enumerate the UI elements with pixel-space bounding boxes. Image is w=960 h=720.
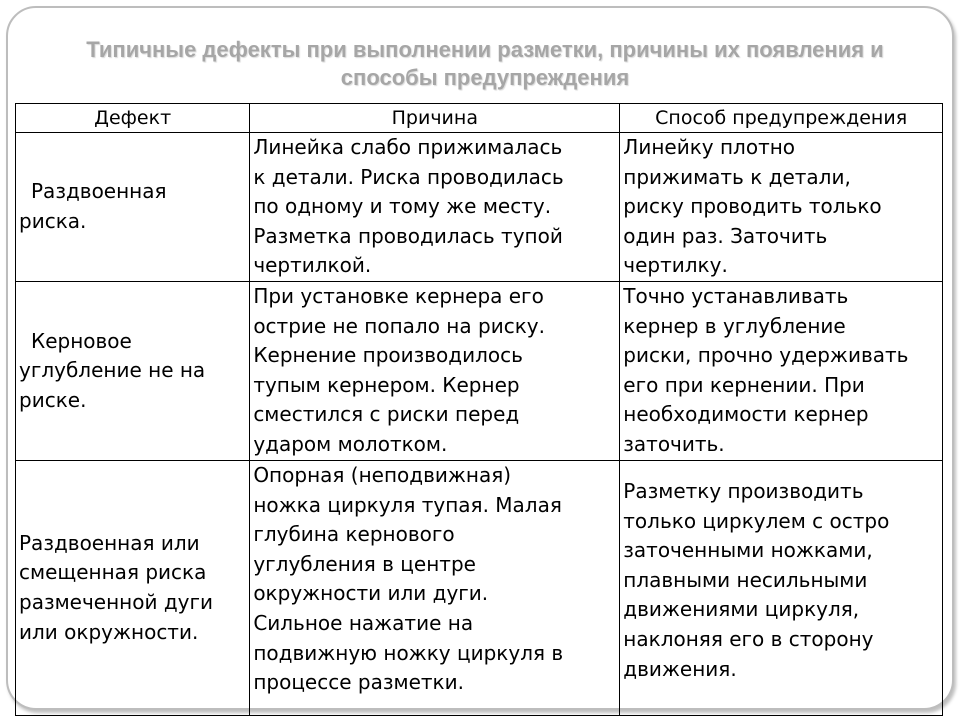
slide-title <box>60 36 910 92</box>
prevention-cell <box>620 282 943 461</box>
prevention-line: движения. <box>623 656 737 681</box>
prevention-line: один раз. Заточить <box>623 223 828 248</box>
cause-line: по одному и тому же месту. <box>253 194 552 219</box>
defect-line: размеченной дуги <box>19 590 214 614</box>
cause-line: сместился с риски перед <box>253 402 520 427</box>
table-row <box>16 282 943 461</box>
cause-cell <box>250 461 620 716</box>
cause-cell <box>250 133 620 282</box>
prevention-cell <box>620 133 943 282</box>
table-header-row <box>16 104 943 133</box>
defect-line: или окружности. <box>19 619 199 644</box>
prevention-line: Линейку плотно <box>623 135 796 159</box>
cause-line: острие не попало на риску. <box>253 313 545 338</box>
cause-line: окружности или дуги. <box>253 581 489 606</box>
cause-line: Опорная (неподвижная) <box>253 463 512 487</box>
defect-cell <box>16 461 250 716</box>
defect-line: Раздвоенная <box>31 179 167 204</box>
cause-line: Линейка слабо прижималась <box>253 135 563 159</box>
cause-line: к детали. Риска проводилась <box>253 164 564 189</box>
defect-cell <box>16 133 250 282</box>
slide-title-line-1: Типичные дефекты при выполнении разметки, причины их появления и <box>86 37 884 62</box>
prevention-line: Разметку производить <box>623 479 864 503</box>
header-cause: Причина <box>250 104 620 133</box>
prevention-line: движениями циркуля, <box>623 597 860 622</box>
prevention-line: прижимать к детали, <box>623 164 851 189</box>
cause-line: чертилкой. <box>253 253 372 278</box>
header-defect: Дефект <box>16 104 250 133</box>
prevention-line: риски, прочно удерживать <box>623 343 909 368</box>
defect-line: Керновое <box>31 328 132 353</box>
prevention-cell <box>620 461 943 716</box>
prevention-line: плавными несильными <box>623 567 868 592</box>
cause-cell <box>250 282 620 461</box>
cause-line: При установке кернера его <box>253 284 544 308</box>
prevention-line: его при кернении. При <box>623 372 865 397</box>
prevention-line: необходимости кернер <box>623 402 869 427</box>
cause-line: ударом молотком. <box>253 431 448 456</box>
slide-title-line-2: способы предупреждения <box>340 65 630 90</box>
defect-line: смещенная риска <box>19 560 207 585</box>
prevention-line: кернер в углубление <box>623 313 846 338</box>
header-prevention: Способ предупреждения <box>620 104 943 133</box>
cause-line: Разметка проводилась тупой <box>253 223 563 248</box>
table-row <box>16 133 943 282</box>
defect-line: Раздвоенная или <box>19 530 200 555</box>
cause-line: Кернение производилось <box>253 343 523 368</box>
cause-line: Сильное нажатие на <box>253 610 474 635</box>
defect-line: риске. <box>19 387 87 412</box>
cause-line: подвижную ножку циркуля в <box>253 640 564 665</box>
table-row <box>16 461 943 716</box>
prevention-line: риску проводить только <box>623 194 882 219</box>
defects-table <box>15 103 943 716</box>
prevention-line: только циркулем с остро <box>623 508 890 533</box>
defect-line: углубление не на <box>19 358 206 383</box>
cause-line: углубления в центре <box>253 551 476 576</box>
prevention-line: заточенными ножками, <box>623 538 873 563</box>
defect-cell <box>16 282 250 461</box>
prevention-line: чертилку. <box>623 253 728 278</box>
prevention-line: наклоняя его в сторону <box>623 626 874 651</box>
cause-line: процессе разметки. <box>253 670 464 695</box>
cause-line: глубина кернового <box>253 522 455 547</box>
cause-line: тупым кернером. Кернер <box>253 372 520 397</box>
prevention-line: Точно устанавливать <box>623 284 849 308</box>
cause-line: ножка циркуля тупая. Малая <box>253 492 562 517</box>
defect-line: риска. <box>19 209 87 233</box>
prevention-line: заточить. <box>623 431 725 456</box>
